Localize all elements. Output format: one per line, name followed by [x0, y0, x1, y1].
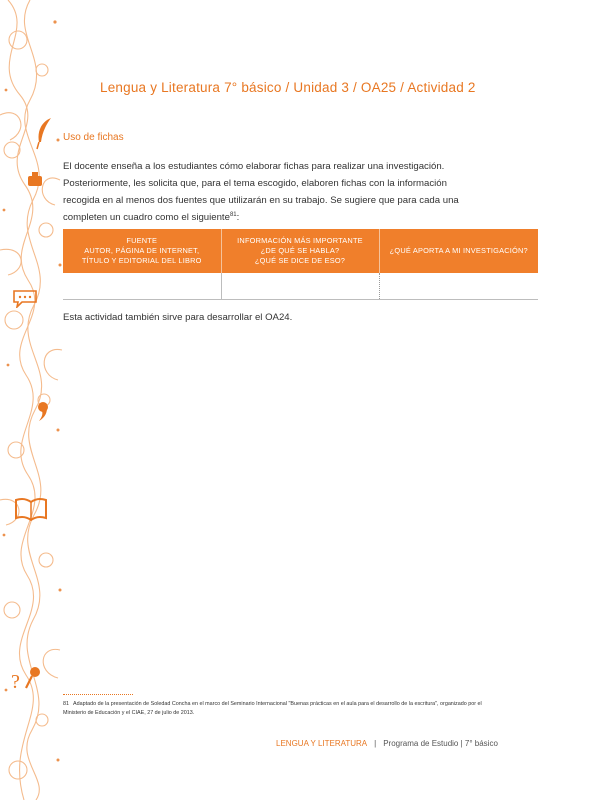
body-paragraph-text: El docente enseña a los estudiantes cómo elaborar fichas para realizar una investigación. Posteriormente, les solicita que, para el tema escogido, elaboren fichas con la información recogida en al menos dos fuentes que utilizarán en su trabajo. Se sugiere que para cada una completen un cuadro como el siguiente — [63, 161, 459, 223]
page-title: Lengua y Literatura 7° básico / Unidad 3 / OA25 / Actividad 2 — [100, 80, 476, 95]
column-header-contribution — [379, 229, 538, 273]
header-line: ¿QUÉ SE DICE DE ESO? — [254, 256, 346, 265]
table-row — [63, 273, 538, 300]
section-title: Uso de fichas — [63, 132, 124, 143]
question-microphone-icon — [10, 664, 44, 692]
header-line: TÍTULO Y EDITORIAL DEL LIBRO — [81, 256, 202, 265]
feather-pen-icon — [33, 116, 55, 150]
table-header-row — [63, 229, 538, 273]
header-line: ¿DE QUÉ SE HABLA? — [260, 246, 340, 255]
footnote — [63, 700, 483, 718]
body-paragraph — [63, 158, 483, 226]
footnote-number: 81 — [63, 701, 69, 707]
header-line: AUTOR, PÁGINA DE INTERNET, — [84, 246, 200, 255]
header-line: INFORMACIÓN MÁS IMPORTANTE — [237, 236, 363, 245]
column-header-source — [63, 229, 221, 273]
body-paragraph-end: : — [236, 212, 240, 223]
header-line: ¿QUÉ APORTA A MI INVESTIGACIÓN? — [389, 246, 528, 255]
footnote-reference: 81 — [229, 211, 237, 218]
speech-bubble-icon — [12, 288, 38, 308]
table-cell-empty — [379, 273, 538, 300]
page-footer — [276, 739, 498, 748]
inkwell-icon — [25, 170, 45, 188]
header-line: FUENTE — [126, 236, 158, 245]
open-book-icon — [14, 496, 48, 522]
comma-icon — [36, 400, 50, 422]
footnote-text: Adaptado de la presentación de Soledad Concha en el marco del Seminario Internacional "Buenas prácticas en el aula para el desarrollo de la escritura", organizado por el Ministerio de Educación y el CIAE, 27 de julio de 2013. — [63, 701, 482, 716]
sources-table — [63, 229, 538, 300]
table-cell-empty — [221, 273, 379, 300]
activity-note: Esta actividad también sirve para desarrollar el OA24. — [63, 312, 293, 323]
table-cell-empty — [63, 273, 221, 300]
footer-separator: | — [374, 739, 377, 748]
column-header-information — [221, 229, 379, 273]
footer-subject: LENGUA Y LITERATURA — [276, 739, 368, 748]
svg-text:?: ? — [11, 671, 20, 692]
footer-grade: | 7° básico — [460, 739, 498, 748]
footer-program: Programa de Estudio — [383, 739, 459, 748]
footnote-divider — [63, 694, 133, 695]
